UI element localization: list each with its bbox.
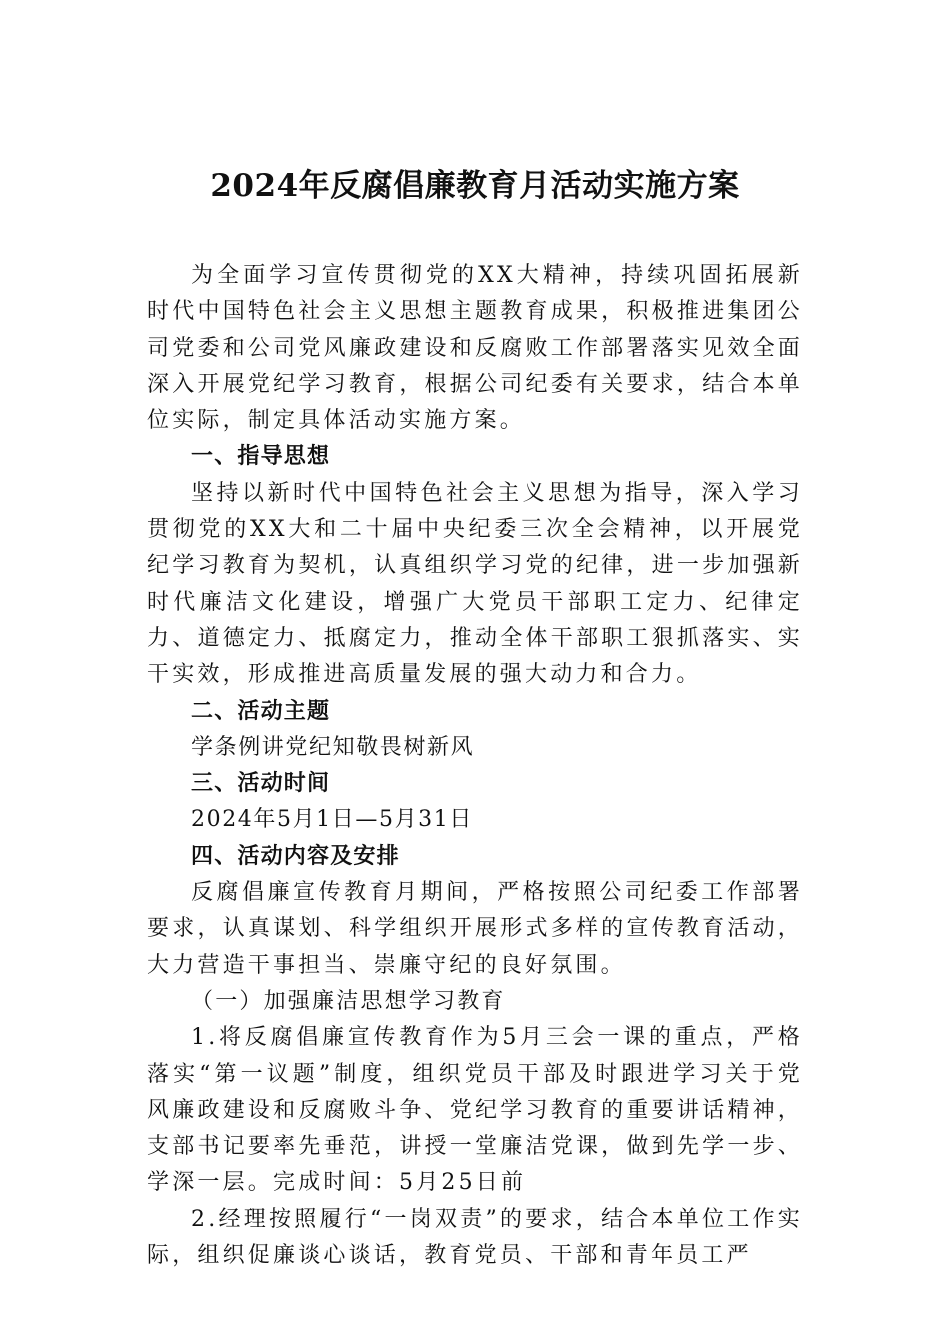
document-body — [147, 258, 803, 1274]
section-heading-activity-time: 三、活动时间 — [191, 771, 331, 797]
document-title: 2024年反腐倡廉教育月活动实施方案 — [210, 168, 740, 204]
activity-content-paragraph: 反腐倡廉宣传教育月期间，严格按照公司纪委工作部署要求，认真谋划、科学组织开展形式多样的宣传教育活动，大力营造干事担当、崇廉守纪的良好氛围。 — [147, 880, 803, 978]
section-heading-activity-content: 四、活动内容及安排 — [191, 843, 400, 869]
section-heading-activity-theme: 二、活动主题 — [191, 698, 331, 724]
subsection-heading-integrity-education: （一）加强廉洁思想学习教育 — [191, 988, 506, 1014]
activity-time-paragraph: 2024年5月1日—5月31日 — [191, 807, 473, 833]
activity-theme-paragraph: 学条例讲党纪知敬畏树新风 — [191, 734, 475, 760]
section-heading-guiding-ideology: 一、指导思想 — [191, 444, 331, 470]
item-paragraph-1: 1.将反腐倡廉宣传教育作为5月三会一课的重点，严格落实“第一议题”制度，组织党员干部及时跟进学习关于党风廉政建设和反腐败斗争、党纪学习教育的重要讲话精神，支部书记要率先垂范，讲授一堂廉洁党课，做到先学一步、学深一层。完成时间：5月25日前 — [147, 1025, 803, 1196]
guiding-ideology-paragraph: 坚持以新时代中国特色社会主义思想为指导，深入学习贯彻党的XX大和二十届中央纪委三次全会精神，以开展党纪学习教育为契机，认真组织学习党的纪律，进一步加强新时代廉洁文化建设，增强广大党员干部职工定力、纪律定力、道德定力、抵腐定力，推动全体干部职工狠抓落实、实干实效，形成推进高质量发展的强大动力和合力。 — [147, 480, 803, 688]
intro-paragraph: 为全面学习宣传贯彻党的XX大精神，持续巩固拓展新时代中国特色社会主义思想主题教育成果，积极推进集团公司党委和公司党风廉政建设和反腐败工作部署落实见效全面深入开展党纪学习教育，根据公司纪委有关要求，结合本单位实际，制定具体活动实施方案。 — [147, 263, 803, 434]
item-paragraph-2: 2.经理按照履行“一岗双责”的要求，结合本单位工作实际，组织促廉谈心谈话，教育党员、干部和青年员工严 — [147, 1206, 803, 1269]
